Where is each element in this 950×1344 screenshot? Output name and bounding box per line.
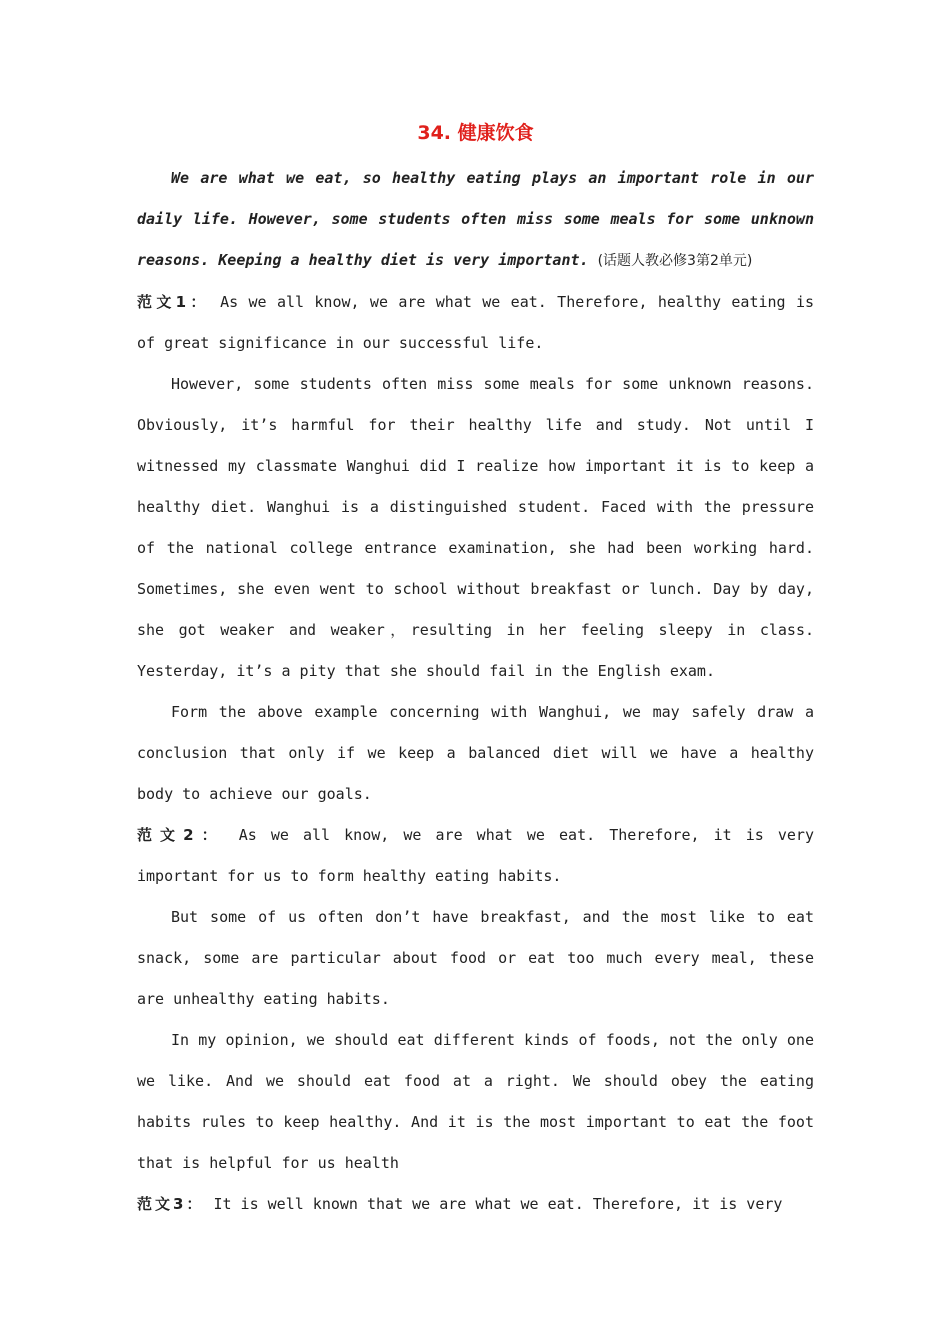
essay-2-paragraph: In my opinion, we should eat different kinds of foods, not the only one we like. And we should eat food at a right. We should obey the eating habits rules to keep healthy. And it is the most important to eat the foot that is helpful for us health xyxy=(137,1031,814,1172)
writing-prompt xyxy=(137,158,814,282)
document-title: 34. 健康饮食 xyxy=(417,122,534,144)
essay-1-intro: As we all know, we are what we eat. Therefore, healthy eating is of great significance in our successful life. xyxy=(137,293,815,352)
essay-2-label: 范文2： xyxy=(137,826,225,844)
essay-1-paragraph: However, some students often miss some meals for some unknown reasons. Obviously, it’s harmful for their healthy life and study. Not until I witnessed my classmate Wanghui did I realize how important it is to keep a healthy diet. Wanghui is a distinguished student. Faced with the pressure of the national college entrance examination, she had been working hard. Sometimes, she even went to school without breakfast or lunch. Day by day, she got weaker and weaker，resulting in her feeling sleepy in class. Yesterday, it’s a pity that she should fail in the English exam. xyxy=(137,375,814,680)
prompt-text: We are what we eat, so healthy eating plays an important role in our daily life. However, some students often miss some meals for some unknown reasons. Keeping a healthy diet is very important. xyxy=(137,169,814,269)
essay-3-intro: It is well known that we are what we eat. Therefore, it is very xyxy=(213,1195,783,1213)
prompt-source: (话题人教必修3第2单元) xyxy=(597,253,753,269)
essay-2-paragraph: But some of us often don’t have breakfast, and the most like to eat snack, some are particular about food or eat too much every meal, these are unhealthy eating habits. xyxy=(137,908,814,1008)
document-page xyxy=(137,118,814,1225)
essay-2-first xyxy=(137,815,814,897)
essay-3-first xyxy=(137,1184,814,1225)
essay-3-label: 范文3： xyxy=(137,1195,205,1213)
essay-1-first xyxy=(137,282,814,364)
essay-2-intro: As we all know, we are what we eat. Therefore, it is very important for us to form healthy eating habits. xyxy=(137,826,814,885)
essay-1-paragraph: Form the above example concerning with Wanghui, we may safely draw a conclusion that only if we keep a balanced diet will we have a healthy body to achieve our goals. xyxy=(137,703,814,803)
essay-1-label: 范文1： xyxy=(137,293,210,311)
